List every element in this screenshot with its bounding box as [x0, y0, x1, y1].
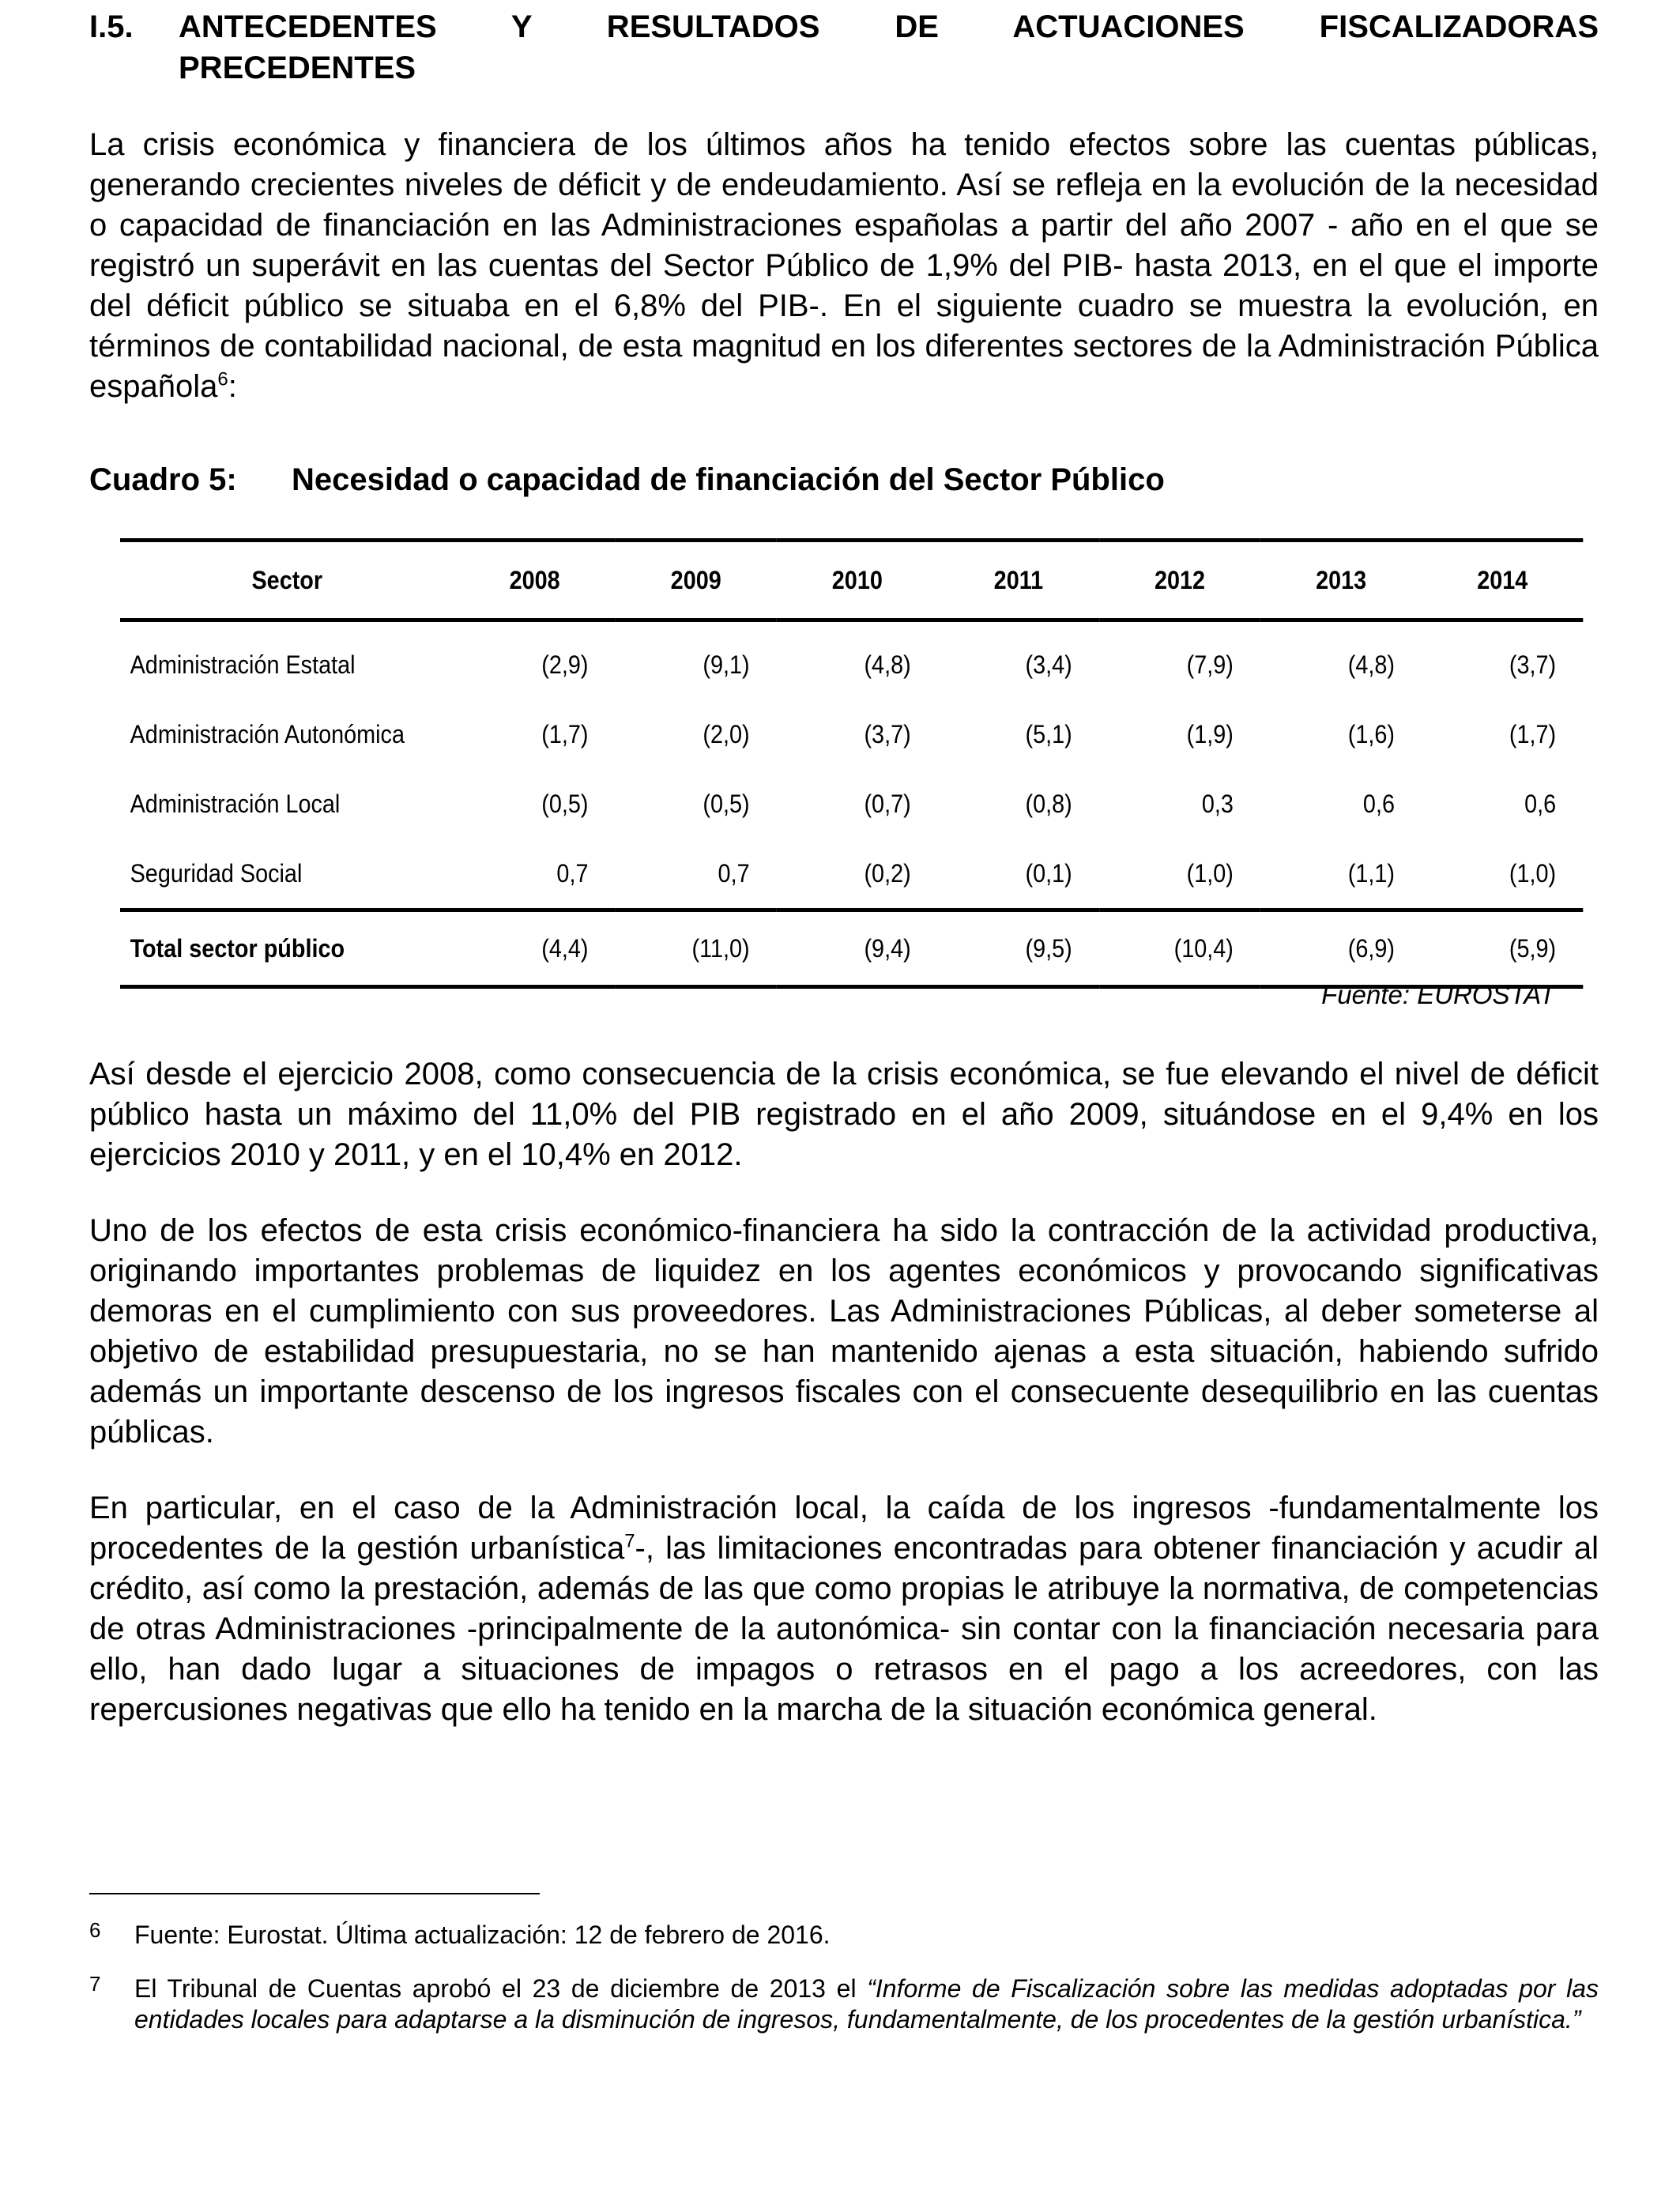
header-2013: 2013	[1260, 541, 1422, 620]
cell-value: (3,4)	[1025, 650, 1072, 679]
header-2011: 2011	[938, 541, 1099, 620]
table-cell	[1422, 910, 1583, 987]
table-cell	[938, 769, 1099, 839]
paragraph-local-before: En particular, en el caso de la Administración local, la caída de los ingresos -fundamentalmente los procedentes de la gestión urbanística	[89, 1491, 1599, 1566]
cell-value: (1,7)	[1509, 719, 1557, 748]
cell-value: (1,0)	[1186, 858, 1234, 888]
table-cell	[616, 769, 777, 839]
table-cell	[1099, 910, 1260, 987]
footnote-ref-6[interactable]: 6	[217, 368, 228, 390]
table-cell	[1422, 839, 1583, 910]
total-label: Total sector público	[120, 910, 454, 987]
table-cell	[938, 839, 1099, 910]
header-2009: 2009	[616, 541, 777, 620]
table-cell	[1422, 699, 1583, 769]
paragraph-intro	[89, 125, 1599, 407]
table-cell	[454, 620, 616, 700]
table-cell	[1099, 769, 1260, 839]
table-cell	[938, 910, 1099, 987]
header-2010: 2010	[777, 541, 938, 620]
cell-value: 0,7	[718, 858, 750, 888]
table-caption	[89, 459, 1165, 500]
cell-value: (0,8)	[1025, 789, 1072, 818]
paragraph-intro-text: La crisis económica y financiera de los últimos años ha tenido efectos sobre las cuentas públicas, generando crecientes niveles de déficit y de endeudamiento. Así se refleja en la evolución de la necesidad o capacidad de financiación en las Administraciones españolas a partir del año 2007 - año en el que se registró un superávit en las cuentas del Sector Público de 1,9% del PIB- hasta 2013, en el que el importe del déficit público se situaba en el 6,8% del PIB-. En el siguiente cuadro se muestra la evolución, en términos de contabilidad nacional, de esta magnitud en los diferentes sectores de la Administración Pública española	[89, 127, 1599, 404]
header-sector: Sector	[120, 541, 454, 620]
table-row	[120, 620, 1583, 700]
cell-value: (2,0)	[703, 719, 750, 748]
cell-value: (3,7)	[864, 719, 911, 748]
cell-value: (4,4)	[541, 933, 589, 963]
table-cell	[616, 839, 777, 910]
cell-value: (7,9)	[1186, 650, 1234, 679]
footnote-text: Fuente: Eurostat. Última actualización: 12 de febrero de 2016.	[134, 1921, 831, 1949]
cell-value: (2,9)	[541, 650, 589, 679]
table-cell	[454, 769, 616, 839]
table-caption-label: Cuadro 5:	[89, 462, 237, 497]
table-cell	[1260, 910, 1422, 987]
table-cell	[938, 699, 1099, 769]
header-2012: 2012	[1099, 541, 1260, 620]
cell-value: (9,5)	[1025, 933, 1072, 963]
cell-value: (0,2)	[864, 858, 911, 888]
cell-value: (5,1)	[1025, 719, 1072, 748]
cell-value: 0,6	[1362, 789, 1395, 818]
table-cell	[616, 620, 777, 700]
table-cell	[777, 620, 938, 700]
cell-value: (9,1)	[703, 650, 750, 679]
financing-table	[120, 538, 1583, 989]
section-number: I.5.	[89, 9, 134, 44]
table-container	[120, 538, 1583, 989]
table-cell	[1099, 620, 1260, 700]
footnote-text	[134, 1973, 1599, 2035]
table-cell	[1260, 769, 1422, 839]
cell-value: (4,8)	[864, 650, 911, 679]
cell-value: (11,0)	[691, 933, 750, 963]
cell-value: (5,9)	[1509, 933, 1557, 963]
table-cell	[1260, 620, 1422, 700]
table-cell	[616, 699, 777, 769]
cell-value: (1,6)	[1347, 719, 1395, 748]
cell-value: (0,5)	[703, 789, 750, 818]
row-sector: Administración Local	[130, 789, 341, 818]
table-caption-title: Necesidad o capacidad de financiación del Sector Público	[292, 462, 1165, 497]
cell-value: (0,5)	[541, 789, 589, 818]
paragraph-deficit: Así desde el ejercicio 2008, como consecuencia de la crisis económica, se fue elevando el nivel de déficit público hasta un máximo del 11,0% del PIB registrado en el año 2009, situándose en el 9,4% en los ejercicios 2010 y 2011, y en el 10,4% en 2012.	[89, 1057, 1599, 1172]
header-2008: 2008	[454, 541, 616, 620]
table-cell	[616, 910, 777, 987]
cell-value: 0,6	[1524, 789, 1557, 818]
table-cell	[1422, 769, 1583, 839]
table-row	[120, 699, 1583, 769]
footnote-text-plain: El Tribunal de Cuentas aprobó el 23 de diciembre de 2013 el	[134, 1974, 868, 2003]
paragraph-intro-tail: :	[228, 369, 237, 404]
cell-value: (1,1)	[1347, 858, 1395, 888]
row-sector: Administración Autonómica	[130, 719, 405, 748]
table-cell	[454, 910, 616, 987]
cell-value: (1,0)	[1509, 858, 1557, 888]
cell-value: 0,7	[556, 858, 589, 888]
header-2014: 2014	[1422, 541, 1583, 620]
cell-value: (9,4)	[864, 933, 911, 963]
paragraph-local-after: -, las limitaciones encontradas para obtener financiación y acudir al crédito, así como la prestación, además de las que como propias le atribuye la normativa, de competencias de otras Administraciones -principalmente de la autonómica- sin contar con la financiación necesaria para ello, han dado lugar a situaciones de impagos o retrasos en el pago a los acreedores, con las repercusiones negativas que ello ha tenido en la marcha de la situación económica general.	[89, 1531, 1599, 1727]
table-row	[120, 769, 1583, 839]
paragraph-local	[89, 1488, 1599, 1730]
footnote-text-italic: “Informe de Fiscalización sobre las medidas adoptadas por las entidades locales para adaptarse a la disminución de ingresos, fundamentalmente, de los procedentes de la gestión urbanística.”	[134, 1974, 1599, 2034]
table-cell	[938, 620, 1099, 700]
table-source: Fuente: EUROSTAT	[1321, 980, 1555, 1009]
cell-value: (1,9)	[1186, 719, 1234, 748]
cell-value: (4,8)	[1347, 650, 1395, 679]
cell-value: (10,4)	[1173, 933, 1234, 963]
row-sector: Seguridad Social	[130, 858, 303, 888]
footnote-ref-7[interactable]: 7	[624, 1530, 635, 1552]
table-cell	[454, 839, 616, 910]
table-cell	[1422, 620, 1583, 700]
table-row	[120, 839, 1583, 910]
table-cell	[1260, 839, 1422, 910]
cell-value: (0,1)	[1025, 858, 1072, 888]
section-title-line2: PRECEDENTES	[179, 51, 416, 85]
paragraph-effects: Uno de los efectos de esta crisis económico-financiera ha sido la contracción de la actividad productiva, originando importantes problemas de liquidez en los agentes económicos y provocando significativas demoras en el cumplimiento con sus proveedores. Las Administraciones Públicas, al deber someterse al objetivo de estabilidad presupuestaria, no se han mantenido ajenas a esta situación, habiendo sufrido además un importante descenso de los ingresos fiscales con el consecuente desequilibrio en las cuentas públicas.	[89, 1213, 1599, 1449]
cell-value: (3,7)	[1509, 650, 1557, 679]
table-cell	[777, 910, 938, 987]
cell-value: (6,9)	[1347, 933, 1395, 963]
table-header-row	[120, 541, 1583, 620]
table-cell	[777, 839, 938, 910]
table-cell	[1099, 699, 1260, 769]
table-total-row	[120, 910, 1583, 987]
footnote-number: 7	[89, 1972, 101, 1996]
row-sector: Administración Estatal	[130, 650, 356, 679]
section-title-line1: ANTECEDENTES Y RESULTADOS DE ACTUACIONES FISCALIZADORAS	[179, 9, 1599, 44]
table-cell	[1260, 699, 1422, 769]
cell-value: 0,3	[1201, 789, 1234, 818]
cell-value: (0,7)	[864, 789, 911, 818]
footnote-separator	[89, 1893, 540, 1894]
table-cell	[777, 699, 938, 769]
table-cell	[1099, 839, 1260, 910]
cell-value: (1,7)	[541, 719, 589, 748]
footnote-number: 6	[89, 1918, 101, 1942]
table-cell	[777, 769, 938, 839]
table-cell	[454, 699, 616, 769]
